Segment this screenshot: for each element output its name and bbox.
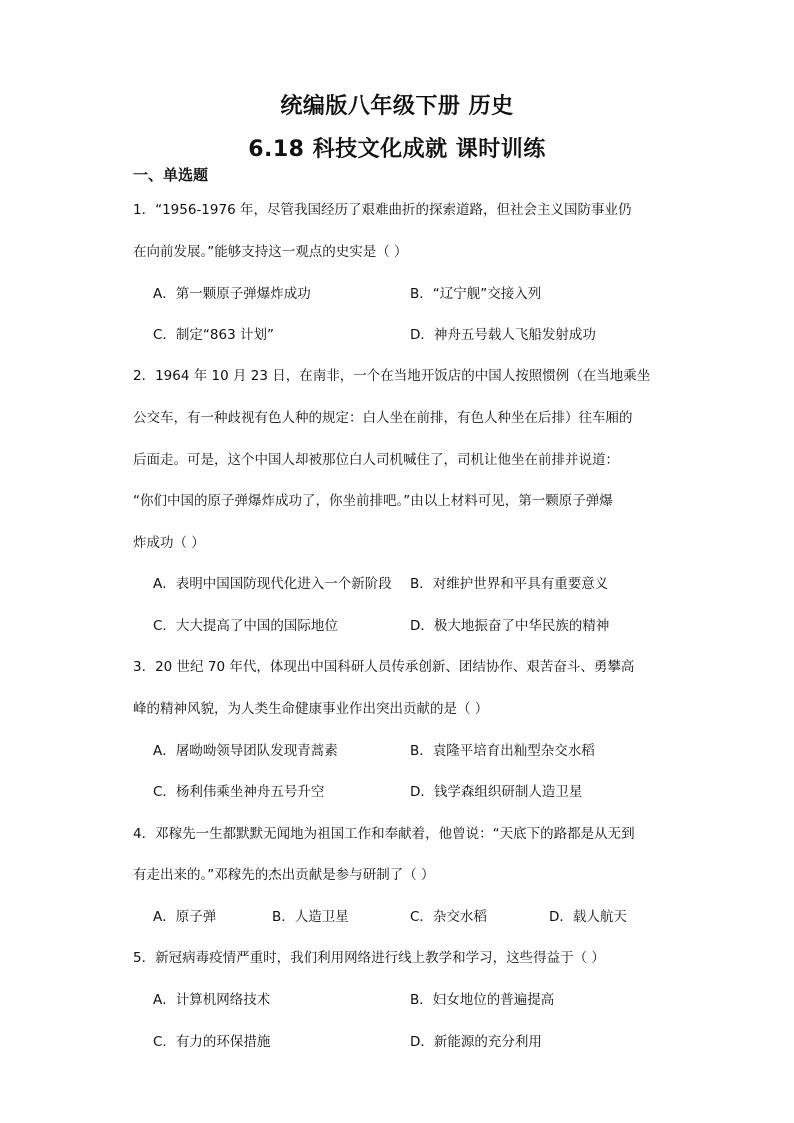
question-1-option-b[interactable]: B．“辽宁舰”交接入列: [410, 286, 542, 302]
question-2-text: 炸成功（ ）: [133, 535, 205, 551]
question-4-option-d[interactable]: D．载人航天: [549, 909, 627, 925]
question-2-text: 后面走。可是，这个中国人却被那位白人司机喊住了，司机让他坐在前排并说道：: [133, 452, 619, 468]
question-3-option-c[interactable]: C．杨利伟乘坐神舟五号升空: [153, 784, 325, 800]
question-3-text: 峰的精神风貌，为人类生命健康事业作出突出贡献的是（ ）: [133, 701, 489, 717]
question-1-text: 1．“1956-1976 年，尽管我国经历了艰难曲折的探索道路，但社会主义国防事业仍: [133, 202, 632, 218]
question-5-option-d[interactable]: D．新能源的充分利用: [410, 1034, 542, 1050]
question-3-text: 3．20 世纪 70 年代，体现出中国科研人员传承创新、团结协作、艰苦奋斗、勇攀高: [133, 659, 635, 675]
question-1-text: 在向前发展。”能够支持这一观点的史实是（ ）: [133, 244, 408, 260]
section-heading: 一、单选题: [133, 166, 209, 184]
question-4-option-c[interactable]: C．杂交水稻: [410, 909, 487, 925]
question-2-option-a[interactable]: A．表明中国国防现代化进入一个新阶段: [153, 576, 392, 592]
question-5-text: 5．新冠病毒疫情严重时，我们利用网络进行线上教学和学习，这些得益于（ ）: [133, 950, 605, 966]
question-2-text: 公交车，有一种歧视有色人种的规定：白人坐在前排，有色人种坐在后排）往车厢的: [133, 410, 633, 426]
question-5-option-a[interactable]: A．计算机网络技术: [153, 992, 271, 1008]
question-1-option-d[interactable]: D．神舟五号载人飞船发射成功: [410, 327, 596, 343]
question-4-text: 有走出来的。”邓稼先的杰出贡献是参与研制了（ ）: [133, 867, 435, 883]
question-3-option-a[interactable]: A．屠呦呦领导团队发现青蒿素: [153, 743, 338, 759]
question-1-option-c[interactable]: C．制定“863 计划”: [153, 327, 274, 343]
question-3-option-d[interactable]: D．钱学森组织研制人造卫星: [410, 784, 583, 800]
question-4-option-b[interactable]: B．人造卫星: [272, 909, 349, 925]
document-title: 统编版八年级下册 历史: [280, 94, 514, 119]
question-2-text: “你们中国的原子弹爆炸成功了，你坐前排吧。”由以上材料可见，第一颗原子弹爆: [133, 493, 613, 509]
question-2-text: 2．1964 年 10 月 23 日，在南非，一个在当地开饭店的中国人按照惯例（在当地乘坐: [133, 368, 651, 384]
question-5-option-b[interactable]: B．妇女地位的普遍提高: [410, 992, 555, 1008]
question-2-option-d[interactable]: D．极大地振奋了中华民族的精神: [410, 618, 610, 634]
question-1-option-a[interactable]: A．第一颗原子弹爆炸成功: [153, 286, 311, 302]
question-5-option-c[interactable]: C．有力的环保措施: [153, 1034, 271, 1050]
question-3-option-b[interactable]: B．袁隆平培育出籼型杂交水稻: [410, 743, 595, 759]
question-4-option-a[interactable]: A．原子弹: [153, 909, 217, 925]
question-4-text: 4．邓稼先一生都默默无闻地为祖国工作和奉献着，他曾说：“天底下的路都是从无到: [133, 826, 635, 842]
question-2-option-c[interactable]: C．大大提高了中国的国际地位: [153, 618, 338, 634]
document-subtitle: 6.18 科技文化成就 课时训练: [248, 137, 546, 162]
question-2-option-b[interactable]: B．对维护世界和平具有重要意义: [410, 576, 609, 592]
